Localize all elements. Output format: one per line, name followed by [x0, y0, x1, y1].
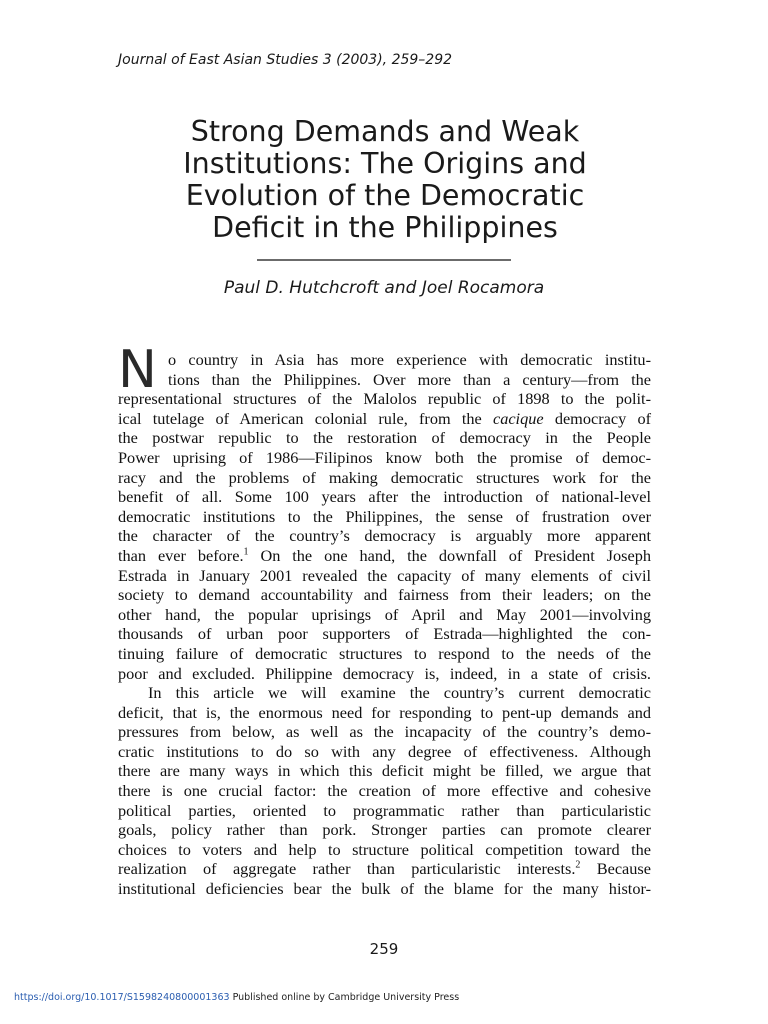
body-line: Estrada in January 2001 revealed the capacity of many elements of civil — [118, 565, 651, 585]
body-line: institutional deficiencies bear the bulk of the blame for the many histor- — [118, 879, 651, 899]
body-line: thousands of urban poor supporters of Estrada—highlighted the con- — [118, 624, 651, 644]
article-authors: Paul D. Hutchcroft and Joel Rocamora — [223, 278, 545, 298]
journal-citation: Journal of East Asian Studies 3 (2003), 259–292 — [118, 52, 453, 68]
body-line: poor and excluded. Philippine democracy is, indeed, in a state of crisis. — [118, 663, 651, 683]
body-line: realization of aggregate rather than particularistic interests.$^2$ Because — [118, 859, 651, 879]
body-line: pressures from below, as well as the incapacity of the country’s demo- — [118, 722, 651, 742]
body-line: deficit, that is, the enormous need for responding to pent-up demands and — [118, 702, 651, 722]
title-line: Deficit in the Philippines — [212, 211, 558, 244]
body-line: choices to voters and help to structure political competition toward the — [118, 839, 651, 859]
title-line: Evolution of the Democratic — [185, 179, 585, 212]
drop-cap: N — [118, 340, 157, 400]
body-line: goals, policy rather than pork. Stronger parties can promote clearer — [118, 820, 651, 840]
footnote-marker[interactable]: 2 — [575, 860, 581, 872]
body-line: than ever before.$^1$ On the one hand, the downfall of President Joseph — [118, 545, 651, 565]
title-line: Strong Demands and Weak — [190, 115, 580, 148]
body-line: representational structures of the Malolos republic of 1898 to the polit- — [118, 389, 651, 409]
body-line: other hand, the popular uprisings of April and May 2001—involving — [118, 604, 651, 624]
published-online-text: Published online by Cambridge University Press — [229, 992, 460, 1003]
title-divider — [257, 259, 511, 261]
body-line: benefit of all. Some 100 years after the introduction of national-level — [118, 487, 651, 507]
body-line: tions than the Philippines. Over more than a century—from the — [168, 369, 651, 389]
body-line: political parties, oriented to programmatic rather than particularistic — [118, 800, 651, 820]
article-body — [118, 350, 651, 899]
body-line: racy and the problems of making democratic structures work for the — [118, 467, 651, 487]
body-line: there are many ways in which this deficit might be filled, we argue that — [118, 761, 651, 781]
body-line: Power uprising of 1986—Filipinos know both the promise of democ- — [118, 447, 651, 467]
body-line: o country in Asia has more experience with democratic institu- — [168, 350, 651, 369]
body-line: the character of the country’s democracy is arguably more apparent — [118, 526, 651, 546]
body-line: In this article we will examine the country’s current democratic — [148, 683, 651, 703]
title-line: Institutions: The Origins and — [183, 147, 587, 180]
article-title — [130, 116, 640, 244]
body-line: the postwar republic to the restoration of democracy in the People — [118, 428, 651, 448]
body-line: there is one crucial factor: the creation of more effective and cohesive — [118, 781, 651, 801]
footnote-marker[interactable]: 1 — [243, 546, 249, 558]
publication-footer — [14, 992, 459, 1003]
page-number: 259 — [369, 940, 399, 958]
emphasis-cacique: cacique — [492, 408, 544, 428]
body-line: democratic institutions to the Philippines, the sense of frustration over — [118, 506, 651, 526]
body-line: ical tutelage of American colonial rule, from the cacique democracy of — [118, 408, 652, 428]
body-line: society to demand accountability and fairness from their leaders; on the — [118, 585, 651, 605]
body-line: tinuing failure of democratic structures to respond to the needs of the — [118, 643, 651, 663]
body-line: cratic institutions to do so with any degree of effectiveness. Although — [118, 741, 651, 761]
doi-link[interactable]: https://doi.org/10.1017/S1598240800001363 — [14, 992, 230, 1003]
